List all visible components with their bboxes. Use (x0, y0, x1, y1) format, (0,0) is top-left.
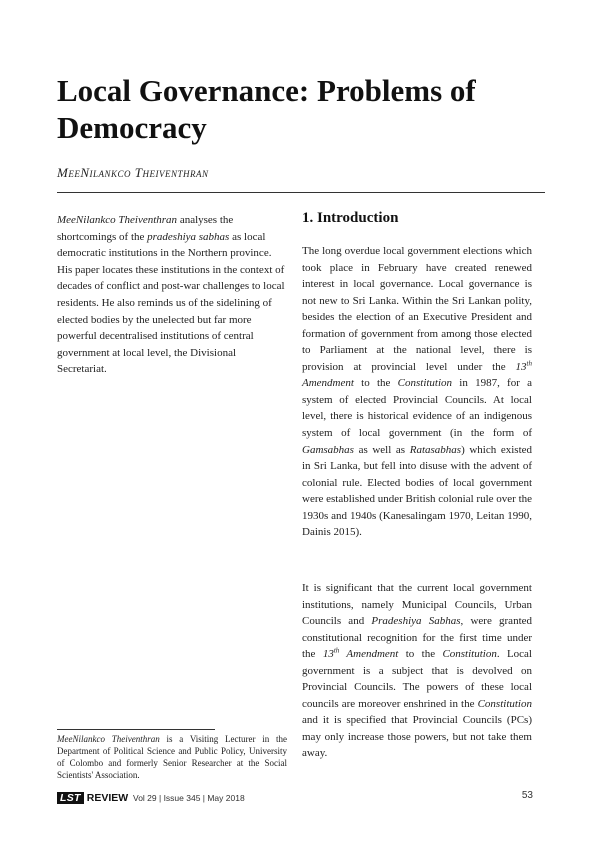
text: Constitution (442, 648, 497, 661)
abstract (57, 212, 285, 378)
text: , were granted constitutional recognition for the first time under the (302, 615, 533, 661)
article-author: MeeNilankco Theiventhran (57, 165, 209, 180)
issue-info: Vol 29 | Issue 345 | May 2018 (133, 793, 245, 803)
footnote-text: is a Visiting Lecturer in the Department of Political Science and Public Policy, University of Colombo and formerly Senior Researcher at the Social Scientists' Association. (57, 734, 287, 781)
footnote-divider (57, 729, 215, 730)
section-heading: 1. Introduction (302, 210, 399, 226)
logo-box: LST (57, 792, 84, 804)
abstract-text: analyses the shortcomings of the (57, 214, 234, 243)
logo-text: REVIEW (86, 792, 129, 804)
text: 13 (322, 648, 334, 661)
abstract-author: MeeNilankco Theiventhran (57, 214, 178, 226)
text: It is significant that the current local government institutions, namely Municipal Councils, Urban Councils and (302, 582, 532, 628)
text: Gamsabhas (302, 443, 354, 456)
text: . Local government is a subject that is devolved on Provincial Councils. The powers of these local councils are moreover enshrined in the (302, 648, 532, 710)
text: and it is specified that Provincial Councils (PCs) may only increase those powers, but not take them away. (302, 714, 532, 760)
author-footnote (57, 733, 287, 781)
text: ) which existed in Sri Lanka, but fell into disuse with the advent of colonial rule. Elected bodies of local government were established under British colonial rule over the 1930s and 1940s (Kanesalingam 1970, Leitan 1990, Dainis 2015). (302, 443, 533, 539)
title-divider (57, 192, 545, 193)
page-number: 53 (521, 790, 533, 801)
text: Constitution (477, 697, 532, 710)
superscript: th (526, 359, 532, 368)
text: in 1987, for a system of elected Provincial Councils. At local level, there is historical evidence of an indigenous system of local government (in the form of (302, 377, 532, 440)
text: Ratasabhas (409, 443, 462, 456)
text: to the (398, 648, 443, 661)
article-title: Local Governance: Problems of Democracy (57, 73, 476, 145)
text: Amendment (339, 648, 399, 661)
abstract-term: pradeshiya sabhas (147, 230, 230, 243)
lst-review-logo (57, 792, 128, 804)
page-footer (57, 790, 547, 808)
footnote-author: MeeNilankco Theiventhran (57, 734, 160, 744)
body-paragraph-1 (302, 243, 532, 541)
text: Amendment (302, 377, 354, 390)
body-paragraph-2 (302, 580, 532, 762)
text: to the (353, 377, 398, 390)
text: 13 (515, 360, 527, 373)
abstract-text: as local democratic institutions in the Northern province. His paper locates these institutions in the context of decades of conflict and post-war challenges to local residents. He also reminds us of the sidelining of elected bodies by the unelected but far more powerful decentralised institutions of central government at local level, the Divisional Secretariat. (57, 230, 285, 376)
text: as well as (353, 443, 410, 456)
text: Pradeshiya Sabhas (371, 615, 461, 628)
text: The long overdue local government elections which took place in February have created renewed interest in local governance. Local governance is not new to Sri Lanka. Within the Sri Lankan polity, besides the election of an Executive President and formation of government from among those elected to Parliament at the national level, there is provision at provincial level under the (302, 245, 532, 373)
text: Constitution (397, 377, 453, 390)
superscript: th (333, 646, 340, 655)
